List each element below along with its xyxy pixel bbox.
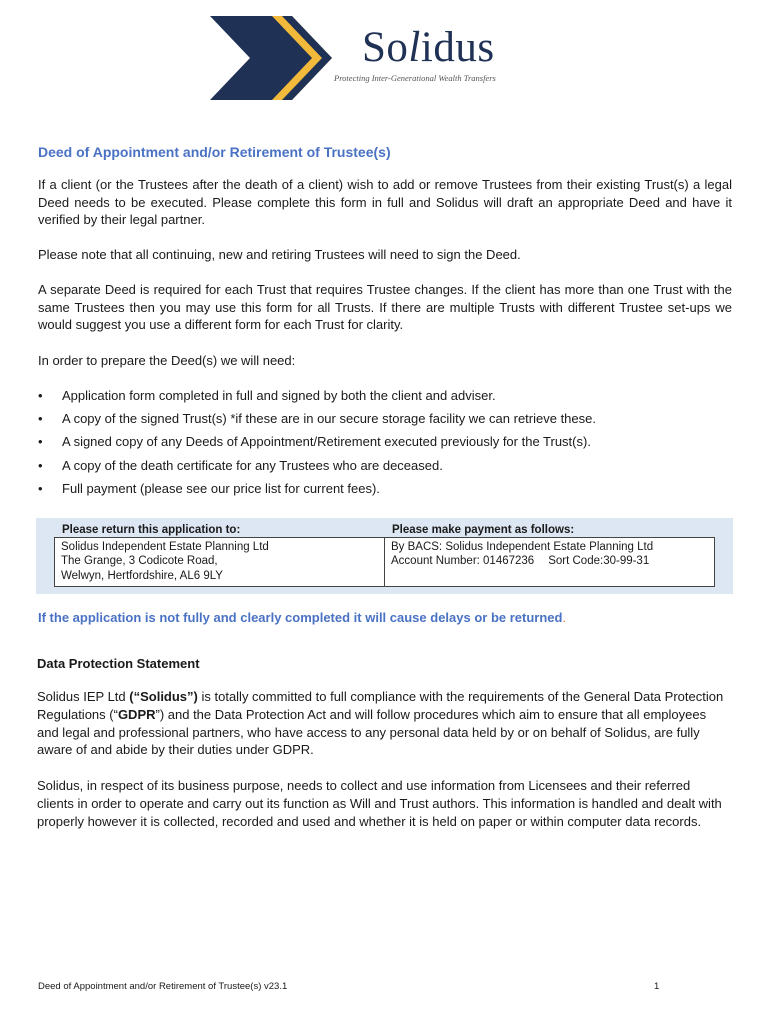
list-item: • Full payment (please see our price list for current fees).	[38, 480, 380, 496]
address-line: Welwyn, Hertfordshire, AL6 9LY	[61, 569, 223, 582]
bullet-icon: •	[38, 480, 43, 496]
solidus-logo	[210, 14, 540, 102]
brand-name: Solidus	[362, 24, 495, 71]
signing-note: Please note that all continuing, new and retiring Trustees will need to sign the Deed.	[38, 247, 521, 262]
data-protection-paragraph-1: Solidus IEP Ltd (“Solidus”) is totally committed to full compliance with the requirements of the General Data Protection Regulations (“GDPR”) and the Data Protection Act and will follow procedures which aim to ensure that all employees and legal and professional partners, who have access to any personal data held by or on behalf of Solidus, are fully aware of and abide by their duties under GDPR.	[37, 689, 724, 758]
requirements-list	[38, 387, 732, 503]
address-line: The Grange, 3 Codicote Road,	[61, 555, 218, 568]
brand-tagline: Protecting Inter-Generational Wealth Transfers	[334, 73, 496, 83]
data-protection-title: Data Protection Statement	[37, 656, 200, 671]
payment-heading: Please make payment as follows:	[392, 524, 575, 536]
separate-deed-paragraph: A separate Deed is required for each Trust that requires Trustee changes. If the client has more than one Trust with the same Trustees then you may use this form for all Trusts. If there are multiple Trusts with different Trustee set-ups we would suggest you use a different form for each Trust for clarity.	[38, 282, 732, 332]
chevron-logo-icon	[210, 14, 340, 102]
list-item: • A signed copy of any Deeds of Appointment/Retirement executed previously for the Trust(s).	[38, 434, 591, 450]
bullet-icon: •	[38, 388, 43, 403]
return-and-payment-box	[36, 518, 733, 594]
address-line: Solidus Independent Estate Planning Ltd	[61, 541, 269, 553]
data-protection-paragraph-2: Solidus, in respect of its business purpose, needs to collect and use information from Licensees and their referred clients in order to operate and carry out its function as Will and Trust authors. This information is handled and dealt with properly however it is collected, recorded and used and whether it is held on paper or within computer data records.	[37, 778, 722, 829]
footer-document-name: Deed of Appointment and/or Retirement of Trustee(s) v23.1	[38, 981, 288, 992]
list-item: • Application form completed in full and signed by both the client and adviser.	[38, 388, 496, 403]
bacs-line: By BACS: Solidus Independent Estate Planning Ltd	[391, 541, 654, 553]
list-item: • A copy of the signed Trust(s) *if these are in our secure storage facility we can retrieve these.	[38, 411, 596, 427]
incomplete-warning: If the application is not fully and clearly completed it will cause delays or be returned.	[38, 610, 567, 625]
bullet-icon: •	[38, 457, 43, 473]
bullet-icon: •	[38, 434, 43, 450]
account-number: Account Number: 01467236	[391, 555, 535, 568]
return-address	[54, 537, 385, 587]
intro-paragraph: If a client (or the Trustees after the death of a client) wish to add or remove Trustees from their existing Trust(s) a legal Deed needs to be executed. Please complete this form in full and Solidus will draft an appropriate Deed and have it verified by their legal partner.	[38, 177, 732, 227]
payment-details	[384, 537, 715, 587]
list-item: • A copy of the death certificate for any Trustees who are deceased.	[38, 457, 443, 473]
page-title: Deed of Appointment and/or Retirement of Trustee(s)	[38, 144, 391, 160]
sort-code: Sort Code:30-99-31	[548, 555, 650, 568]
footer-page-number: 1	[654, 981, 660, 992]
return-heading: Please return this application to:	[62, 524, 241, 536]
prepare-intro: In order to prepare the Deed(s) we will need:	[38, 353, 296, 368]
bullet-icon: •	[38, 411, 43, 427]
